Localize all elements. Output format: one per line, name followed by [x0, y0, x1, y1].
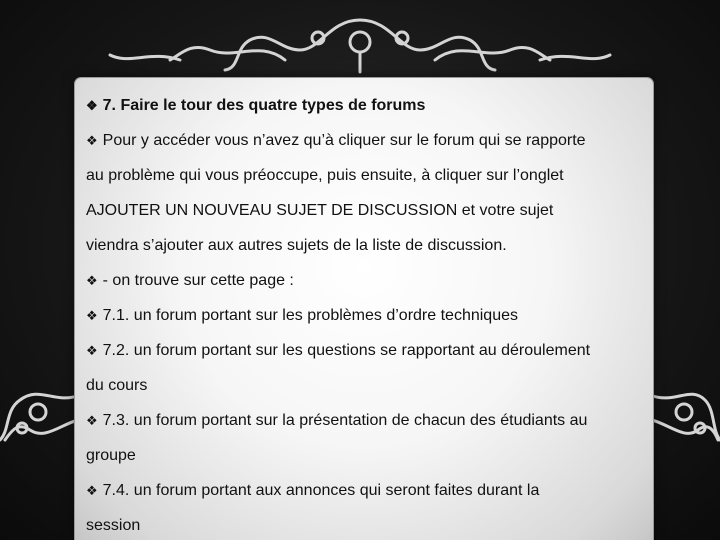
bullet-text: du cours — [86, 377, 148, 394]
diamond-bullet-icon: ❖ — [86, 273, 98, 288]
bullet-text: 7.1. un forum portant sur les problèmes d’ordre techniques — [102, 307, 518, 324]
diamond-bullet-icon: ❖ — [86, 413, 98, 428]
slide-body — [86, 88, 656, 540]
bullet-item-continuation — [86, 368, 656, 403]
bullet-text: AJOUTER UN NOUVEAU SUJET DE DISCUSSION et votre sujet — [86, 202, 554, 219]
diamond-bullet-icon: ❖ — [86, 483, 98, 498]
bullet-text: session — [86, 517, 141, 534]
diamond-bullet-icon: ❖ — [86, 133, 98, 148]
diamond-bullet-icon: ❖ — [86, 343, 98, 358]
right-ornament-icon — [650, 394, 720, 440]
diamond-bullet-icon: ❖ — [86, 98, 98, 113]
bullet-text: au problème qui vous préoccupe, puis ensuite, à cliquer sur l’onglet — [86, 167, 564, 184]
bullet-text: 7. Faire le tour des quatre types de forums — [102, 97, 426, 114]
bullet-item — [86, 123, 656, 158]
bullet-item — [86, 473, 656, 508]
diamond-bullet-icon: ❖ — [86, 308, 98, 323]
bullet-text: 7.4. un forum portant aux annonces qui seront faites durant la — [102, 482, 540, 499]
bullet-text: Pour y accéder vous n’avez qu’à cliquer sur le forum qui se rapporte — [102, 132, 586, 149]
top-ornament-icon — [110, 20, 610, 72]
bullet-item — [86, 298, 656, 333]
bullet-item-continuation — [86, 228, 656, 263]
bullet-item — [86, 333, 656, 368]
bullet-text: 7.3. un forum portant sur la présentation de chacun des étudiants au — [102, 412, 588, 429]
bullet-item-continuation — [86, 193, 656, 228]
bullet-item-continuation — [86, 438, 656, 473]
bullet-text: viendra s’ajouter aux autres sujets de la liste de discussion. — [86, 237, 507, 254]
bullet-item-continuation — [86, 508, 656, 540]
bullet-item — [86, 263, 656, 298]
bullet-item-continuation — [86, 158, 656, 193]
bullet-text: 7.2. un forum portant sur les questions se rapportant au déroulement — [102, 342, 591, 359]
left-ornament-icon — [0, 394, 80, 440]
bullet-item — [86, 88, 656, 123]
bullet-item — [86, 403, 656, 438]
bullet-text: groupe — [86, 447, 136, 464]
bullet-text: - on trouve sur cette page : — [102, 272, 294, 289]
